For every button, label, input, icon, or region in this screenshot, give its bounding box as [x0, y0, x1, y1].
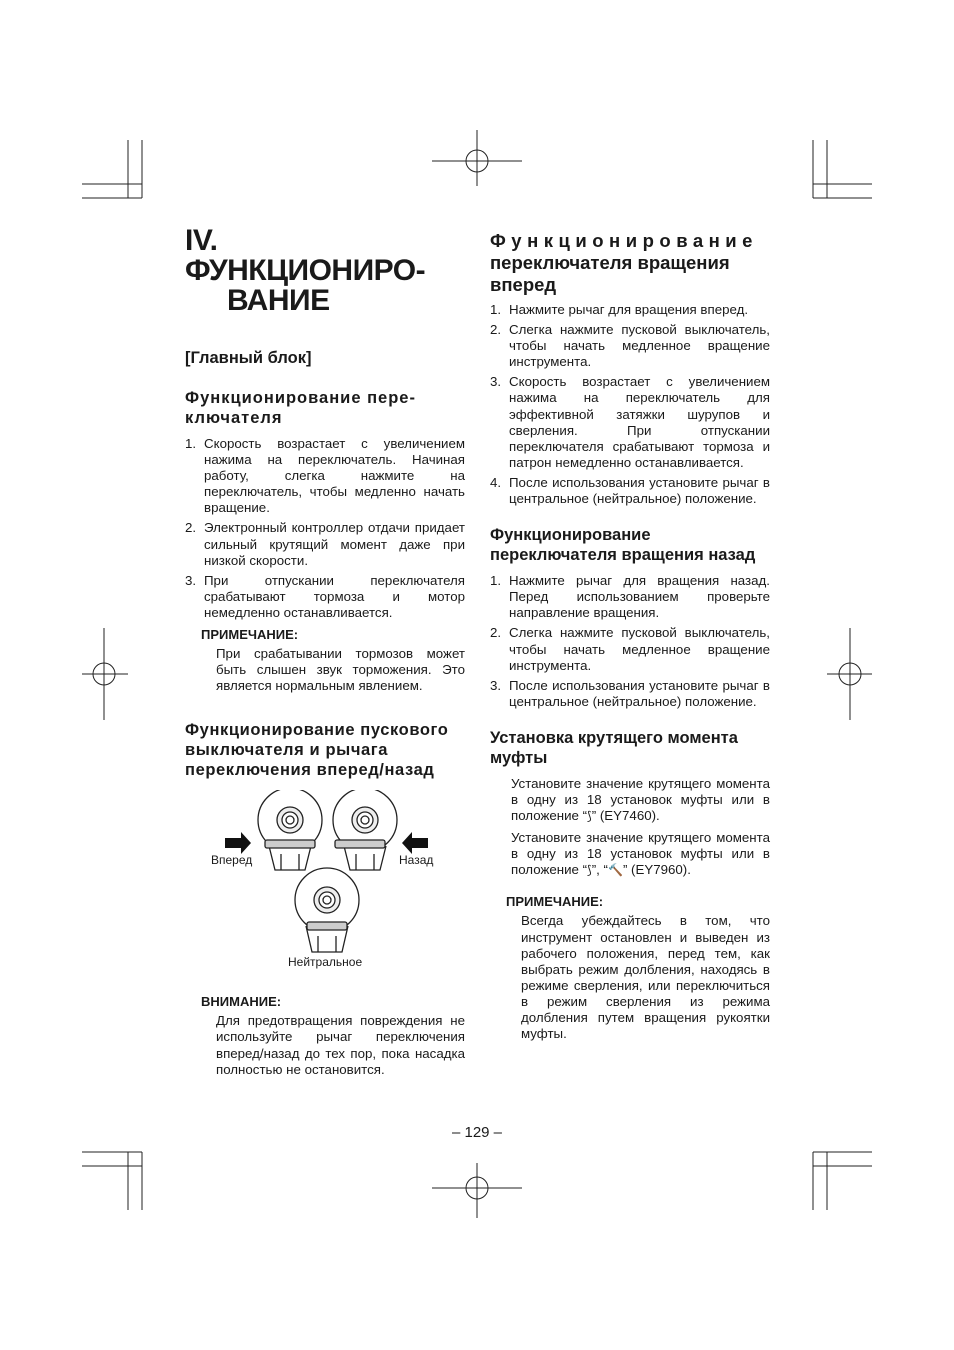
chapter-title-line2: ВАНИЕ: [227, 284, 330, 317]
registration-mark-icon: [82, 628, 128, 720]
section-title-forward-line2: переключателя вращения вперед: [490, 252, 730, 295]
caution-label: ВНИМАНИЕ:: [201, 994, 282, 1010]
clutch-paragraph-2: Установите значение крутящего момента в одну из 18 установок муфты или в положение “⟆”, “🔨” (EY7960).: [511, 830, 770, 878]
arrow-right-icon: [225, 832, 251, 854]
note-text: Всегда убеждайтесь в том, что инструмент остановлен и выведен из рабочего положения, перед тем, как выбрать режим долбления, находясь в режиме сверления, или переключиться в режим сверления из режима долбления путем вращения рукоятки муфты.: [521, 913, 770, 1042]
switch-steps-list: [185, 436, 465, 621]
list-item: 3. При отпускании переключателя срабатывают тормоза и мотор немедленно останавливается.: [185, 572, 465, 620]
chapter-title-line1: IV. ФУНКЦИОНИРО-: [185, 224, 426, 287]
drill-bit-icon: ⟆: [587, 809, 592, 824]
page-number: – 129 –: [451, 1124, 503, 1141]
drill-bit-icon: ⟆: [587, 863, 592, 878]
list-item: 3. После использования установите рычаг в центральное (нейтральное) положение.: [490, 677, 770, 709]
hammer-icon: 🔨: [607, 863, 623, 878]
subtitle: [Главный блок]: [185, 349, 312, 367]
section-title-trigger-lever: Функционирование пускового выключателя и рычага переключения вперед/назад: [185, 721, 449, 780]
chapter-title: [185, 226, 465, 316]
list-item: 1. Скорость возрастает с увеличением нажима на переключатель. Начиная работу, слегка нажмите на переключатель, чтобы медленно начать вращение.: [185, 436, 465, 516]
list-item: 1. Нажмите рычаг для вращения вперед.: [490, 302, 749, 317]
section-title-clutch: Установка крутящего момента муфты: [490, 728, 738, 767]
caution-text: Для предотвращения повреждения не используйте рычаг переключения вперед/назад до тех пор, пока насадка полностью не остановится.: [216, 1013, 465, 1077]
reverse-steps-list: [490, 573, 770, 710]
section-title-forward: [490, 230, 770, 296]
clutch-paragraph-1: Установите значение крутящего момента в одну из 18 установок муфты или в положение “⟆” (EY7460).: [511, 775, 770, 824]
list-item: 3. Скорость возрастает с увеличением нажима на переключатель для эффективной затяжки шурупов и сверления. При отпускании переключателя срабатывают тормоза и патрон немедленно останавливается.: [490, 374, 770, 470]
list-item: 1. Нажмите рычаг для вращения назад. Перед использованием проверьте направление вращения.: [490, 573, 770, 621]
section-title-forward-line1: Функционирование: [490, 230, 758, 251]
list-item: 4. После использования установите рычаг в центральное (нейтральное) положение.: [490, 474, 770, 507]
note-label: ПРИМЕЧАНИЕ:: [506, 894, 604, 910]
reverse-label: Назад: [399, 853, 434, 868]
registration-mark-icon: [432, 130, 522, 186]
right-column: [490, 230, 770, 1042]
list-item: 2. Слегка нажмите пусковой выключатель, чтобы начать медленное вращение инструмента.: [490, 322, 770, 370]
forward-label: Вперед: [211, 853, 253, 868]
arrow-left-icon: [402, 832, 428, 854]
registration-mark-icon: [432, 1163, 522, 1218]
neutral-label: Нейтральное: [288, 955, 363, 970]
note-label: ПРИМЕЧАНИЕ:: [201, 627, 299, 643]
section-title-reverse: Функционирование переключателя вращения назад: [490, 526, 756, 565]
section-title-switch: Функционирование пере-ключателя: [185, 389, 416, 427]
list-item: 2. Электронный контроллер отдачи придает сильный крутящий момент даже при низкой скорости.: [185, 520, 465, 568]
left-column: [185, 226, 465, 1078]
list-item: 2. Слегка нажмите пусковой выключатель, чтобы начать медленное вращение инструмента.: [490, 625, 770, 673]
direction-lever-figure: [185, 790, 465, 980]
registration-mark-icon: [827, 628, 872, 720]
note-text: При срабатывании тормозов может быть слышен звук торможения. Это является нормальным явлением.: [216, 646, 465, 694]
lever-diagram: [185, 790, 465, 980]
forward-steps-list: [490, 302, 770, 507]
